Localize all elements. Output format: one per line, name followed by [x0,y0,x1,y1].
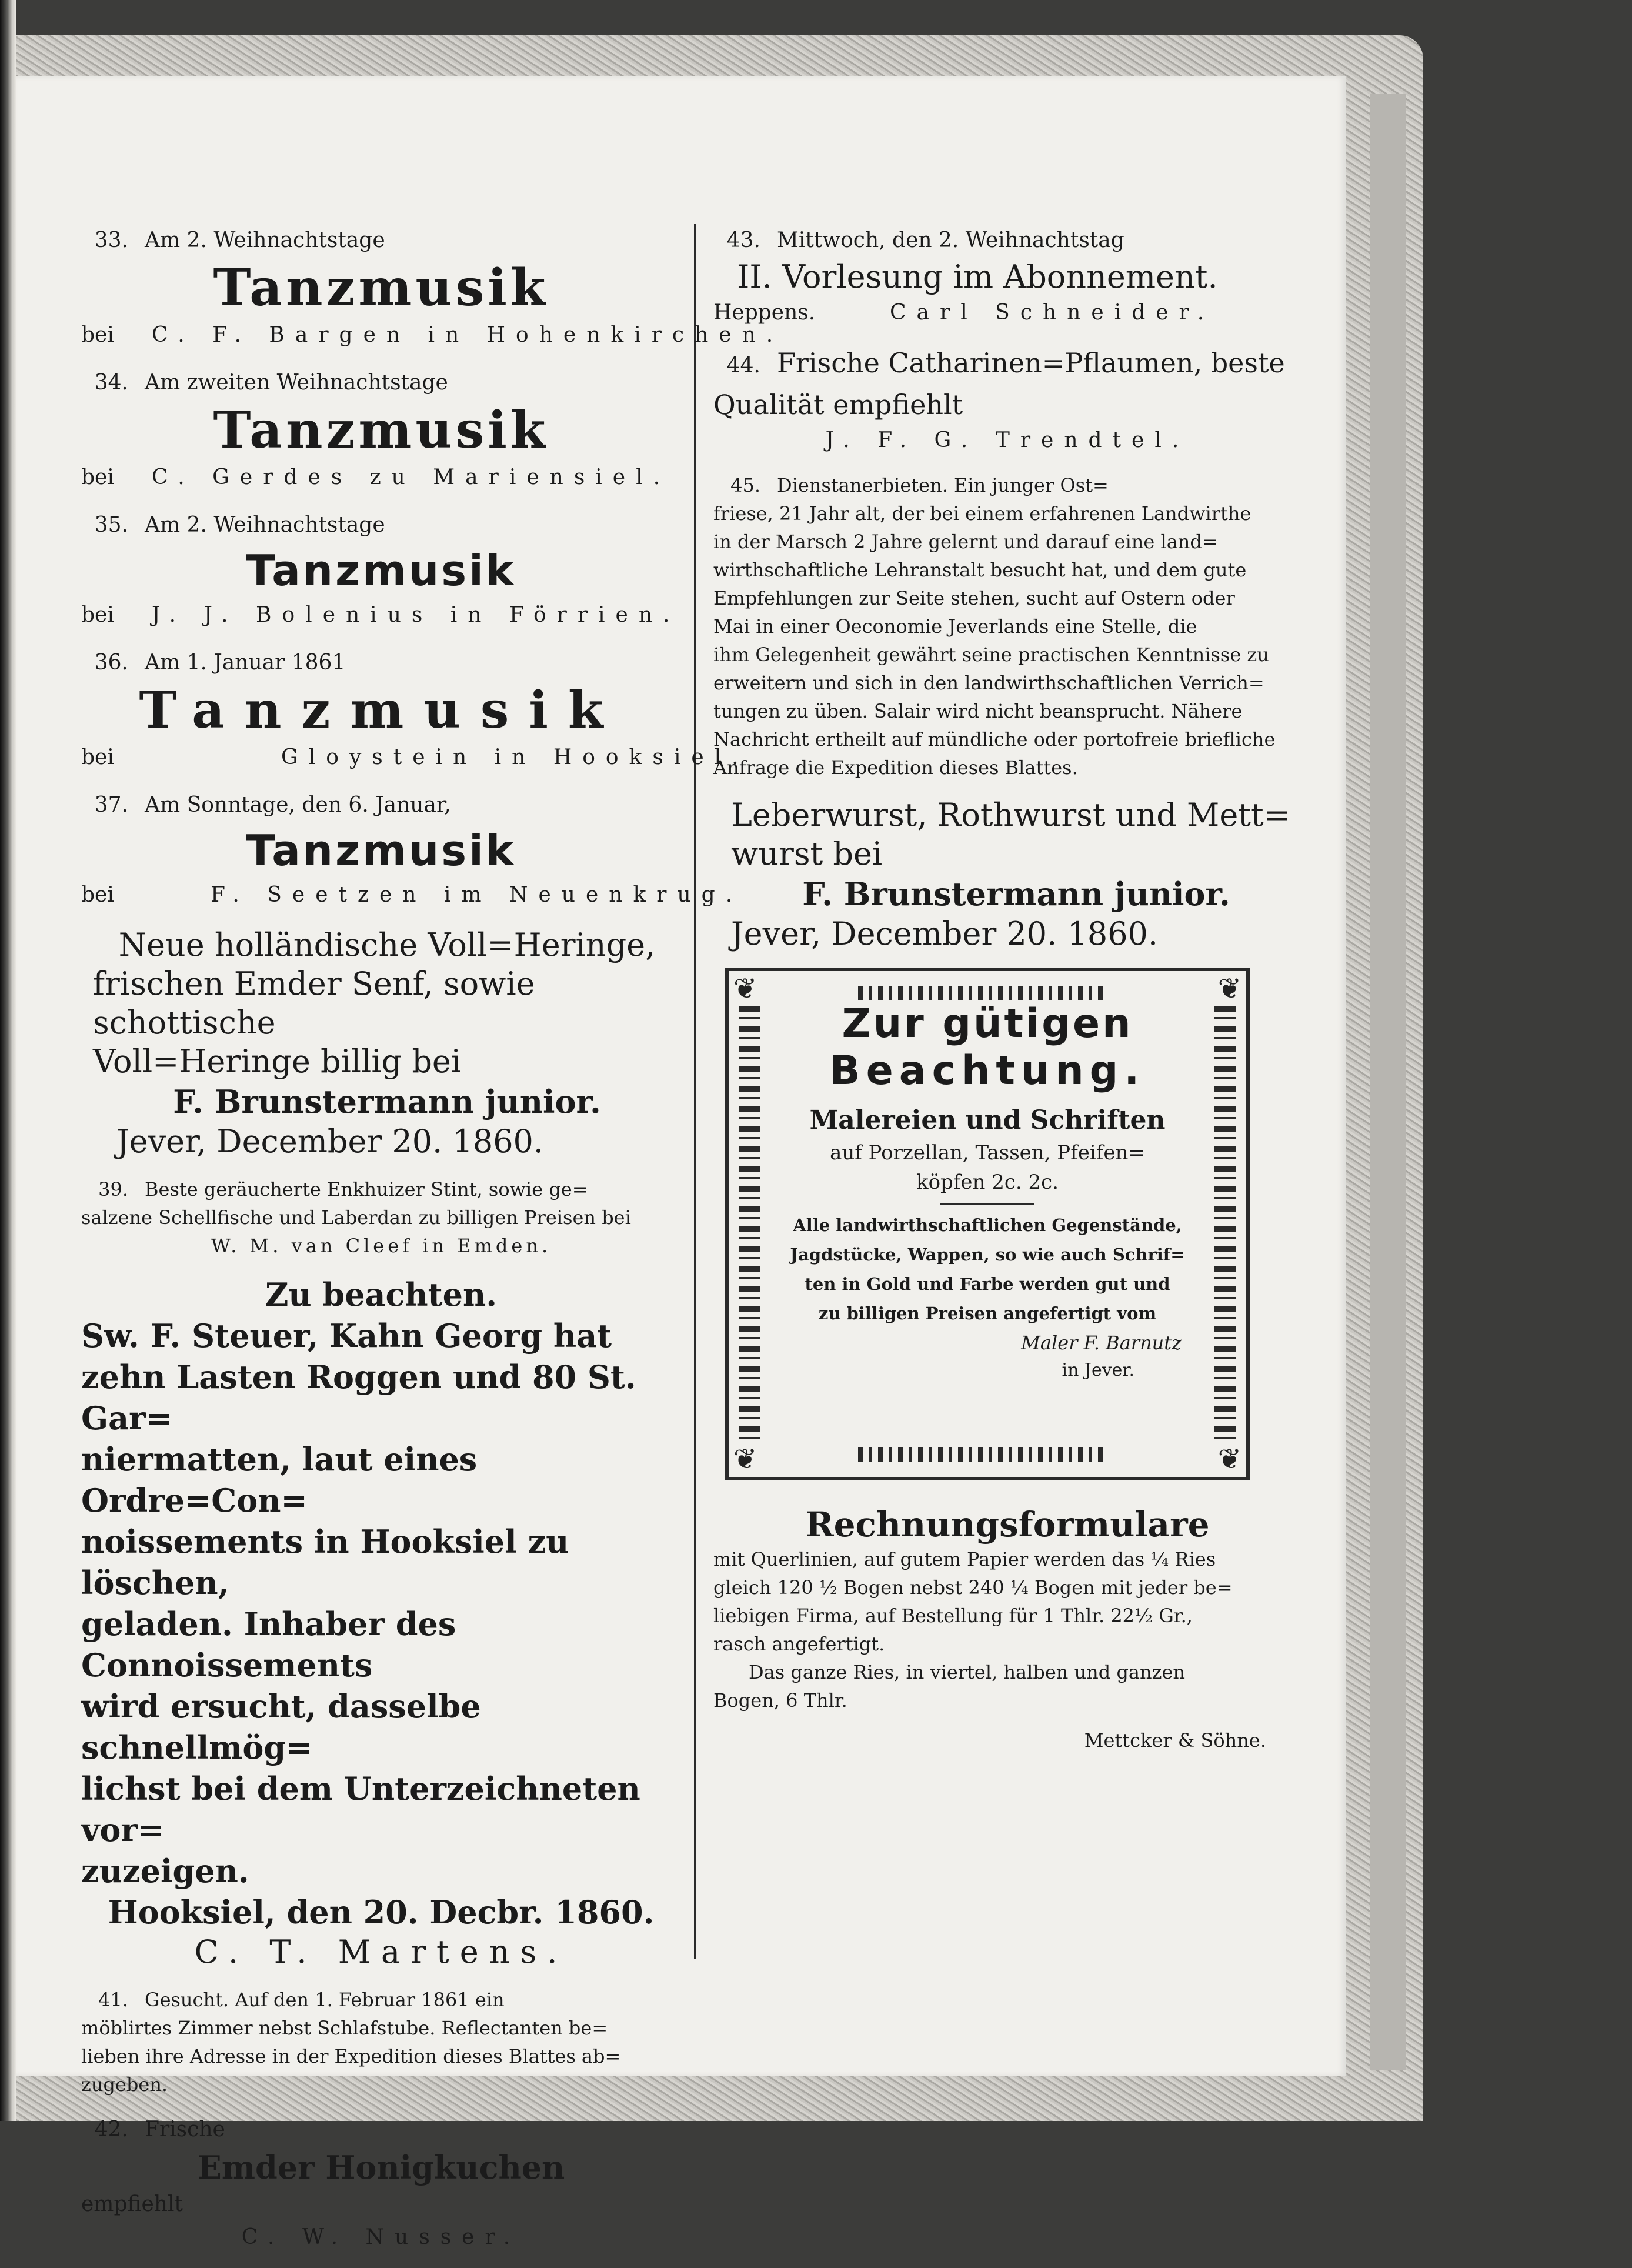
ad-number: 34. [94,371,128,395]
corner-leaf-icon: ❦ [733,972,757,1005]
ad-line: Leberwurst, Rothwurst und Mett= [731,796,1290,833]
ad-line: friese, 21 Jahr alt, der bei einem erfahrenen Landwirthe [713,502,1251,525]
right-vine-ornament [1214,1006,1236,1442]
ad-line: ihm Gelegenheit gewährt seine practischen Kenntnisse zu [713,643,1269,666]
ad-line: wirthschaftliche Lehranstalt besucht hat, und dem gute [713,559,1247,581]
ad-title: II. Vorlesung im Abonnement. [737,258,1218,295]
ad-title: Tanzmusik [246,826,516,875]
ad-line: lieben ihre Adresse in der Expedition dieses Blattes ab= [81,2045,621,2067]
ad-merchant-name: F. Brunstermann junior. [173,1083,601,1120]
box-content [770,1000,1205,1447]
ad-date: Jever, December 20. 1860. [116,1123,544,1160]
ad-line: gleich 120 ½ Bogen nebst 240 ¼ Bogen mit jeder be= [713,1576,1233,1599]
ad-number: 44. [726,353,760,378]
ad-line: möblirtes Zimmer nebst Schlafstube. Reflectanten be= [81,2017,608,2039]
ad-number: 45. [730,474,760,496]
ad-date: Jever, December 20. 1860. [731,915,1159,952]
box-signature-place: in Jever. [1062,1360,1134,1380]
ad-line: in der Marsch 2 Jahre gelernt und darauf eine land= [713,531,1218,553]
ad-title: Rechnungsformulare [805,1505,1210,1545]
ad-title: Zu beachten. [265,1276,498,1313]
corner-leaf-icon: ❦ [733,1443,757,1476]
ad-herring [81,926,681,1161]
ad-signature: Gloystein in Hooksiel. [281,745,749,769]
ad-39 [81,1175,681,1260]
ad-line: salzene Schellfische und Laberdan zu billigen Preisen bei [81,1206,631,1229]
ad-signature: C. W. Nusser. [241,2225,521,2249]
ad-41 [81,1986,681,2099]
ad-number: 37. [94,793,128,817]
box-line: Jagdstücke, Wappen, so wie auch Schrif= [790,1245,1185,1265]
ad-line: empfiehlt [81,2192,183,2216]
ad-43 [713,224,1301,329]
ad-bei: bei [81,465,114,489]
ad-line: niermatten, laut eines Ordre=Con= [81,1440,478,1519]
right-column [713,224,1301,1769]
ad-signature: J. F. G. Trendtel. [825,428,1190,452]
ad-signature: C. F. Bargen in Hohenkirchen. [152,323,784,347]
box-title-2: Beachtung. [829,1048,1146,1094]
ad-line: frischen Emder Senf, sowie schottische [93,965,535,1041]
ad-line: zuzeigen. [81,1852,249,1890]
ad-signature: C. Gerdes zu Mariensiel. [152,465,671,489]
ad-35 [81,508,681,632]
ad-bei: bei [81,603,114,627]
ad-bei: bei [81,323,114,347]
ad-37 [81,788,743,912]
ad-line: Empfehlungen zur Seite stehen, sucht auf Ostern oder [713,587,1235,609]
ad-signature: J. J. Bolenius in Förrien. [152,603,680,627]
ad-sausage [713,796,1301,953]
ad-place: Heppens. [713,301,816,325]
ad-signature: Carl Schneider. [890,301,1215,325]
ad-line: Mai in einer Oeconomie Jeverlands eine Stelle, die [713,615,1197,638]
ad-heading: Am Sonntage, den 6. Januar, [145,793,451,817]
ad-line: wurst bei [731,835,883,872]
ad-heading: Frische [145,2117,225,2142]
ad-line: Beste geräucherte Enkhuizer Stint, sowie ge= [145,1178,588,1200]
left-vine-ornament [739,1006,760,1442]
ad-rechnungsformulare [713,1504,1301,1755]
ad-line: wird ersucht, dasselbe schnellmög= [81,1687,481,1766]
ad-heading: Am 2. Weihnachtstage [145,228,385,252]
box-line: zu billigen Preisen angefertigt vom [818,1303,1157,1323]
ad-number: 41. [98,1989,128,2011]
ad-line: Nachricht ertheilt auf mündliche oder portofreie briefliche [713,728,1276,751]
ad-title: Tanzmusik [246,546,516,595]
ad-36 [81,646,749,774]
ad-date: Hooksiel, den 20. Decbr. 1860. [108,1893,655,1931]
ad-line: Sw. F. Steuer, Kahn Georg hat [81,1317,612,1355]
ad-42 [81,2113,681,2254]
ad-line: lichst bei dem Unterzeichneten vor= [81,1770,640,1849]
ad-heading: Mittwoch, den 2. Weihnachtstag [777,228,1124,252]
ad-line: liebigen Firma, auf Bestellung für 1 Thlr. 22½ Gr., [713,1605,1193,1627]
box-heading: Malereien und Schriften [809,1105,1166,1135]
ad-44 [713,343,1301,457]
ad-title: Tanzmusik [213,401,549,460]
ad-line: Voll=Heringe billig bei [93,1043,462,1080]
ad-line: Das ganze Ries, in viertel, halben und ganzen [749,1661,1186,1683]
book-board-edge [1370,94,1406,2070]
corner-leaf-icon: ❦ [1217,972,1241,1005]
ad-number: 36. [94,651,128,675]
ad-heading: Am zweiten Weihnachtstage [145,371,448,395]
box-signature: Maler F. Barnutz [1021,1332,1182,1354]
ad-signature: C. T. Martens. [194,1933,568,1970]
ad-title: Emder Honigkuchen [197,2149,565,2186]
box-divider [940,1203,1034,1205]
ad-line: Bogen, 6 Thlr. [713,1689,847,1712]
book-spine [0,0,16,2121]
ad-line: Frische Catharinen=Pflaumen, beste [777,347,1285,379]
ad-34 [81,366,681,494]
ad-line: Neue holländische Voll=Heringe, [118,926,656,963]
ad-bei: bei [81,745,114,769]
ad-heading: Am 1. Januar 1861 [145,651,346,675]
ad-number: 35. [94,513,128,537]
ad-heading: Am 2. Weihnachtstage [145,513,385,537]
ad-line: rasch angefertigt. [713,1633,885,1655]
ad-line: zugeben. [81,2073,168,2096]
ad-merchant-name: F. Brunstermann junior. [802,875,1230,913]
corner-leaf-icon: ❦ [1217,1443,1241,1476]
ad-line: tungen zu üben. Salair wird nicht beansprucht. Nähere [713,700,1243,722]
ad-line: Anfrage die Expedition dieses Blattes. [713,756,1078,779]
ad-line: Qualität empfiehlt [713,389,963,421]
ad-line: mit Querlinien, auf gutem Papier werden das ¼ Ries [713,1548,1216,1570]
ad-line: erweitern und sich in den landwirthschaftlichen Verrich= [713,672,1264,694]
ad-45 [713,471,1301,782]
box-line: ten in Gold und Farbe werden gut und [805,1274,1170,1294]
bottom-vine-ornament [858,1447,1105,1462]
ad-line: zehn Lasten Roggen und 80 St. Gar= [81,1358,636,1437]
column-rule [694,224,696,1959]
box-line: auf Porzellan, Tassen, Pfeifen= [830,1141,1145,1165]
box-title-1: Zur gütigen [842,1000,1133,1047]
ad-line: Dienstanerbieten. Ein junger Ost= [777,474,1109,496]
ad-number: 42. [94,2117,128,2142]
ad-zu-beachten [81,1274,681,1972]
box-line: Alle landwirthschaftlichen Gegenstände, [793,1215,1182,1235]
newspaper-page [16,76,1346,2249]
ad-line: geladen. Inhaber des Connoissements [81,1605,456,1684]
ad-line: noissements in Hooksiel zu löschen, [81,1523,569,1602]
ad-title: Tanzmusik [213,258,549,318]
top-vine-ornament [858,986,1105,1000]
ad-bei: bei [81,883,114,907]
ad-signature: W. M. van Cleef in Emden. [211,1235,552,1257]
ad-line: Gesucht. Auf den 1. Februar 1861 ein [145,1989,505,2011]
box-line: köpfen 2c. 2c. [916,1170,1059,1194]
ad-number: 33. [94,228,128,252]
ad-number: 39. [98,1178,128,1200]
ornamental-box [725,968,1250,1480]
ad-signature: F. Seetzen im Neuenkrug. [211,883,743,907]
ad-number: 43. [726,228,760,252]
ad-signature: Mettcker & Söhne. [1084,1729,1266,1752]
ad-title: Tanzmusik [139,681,623,740]
